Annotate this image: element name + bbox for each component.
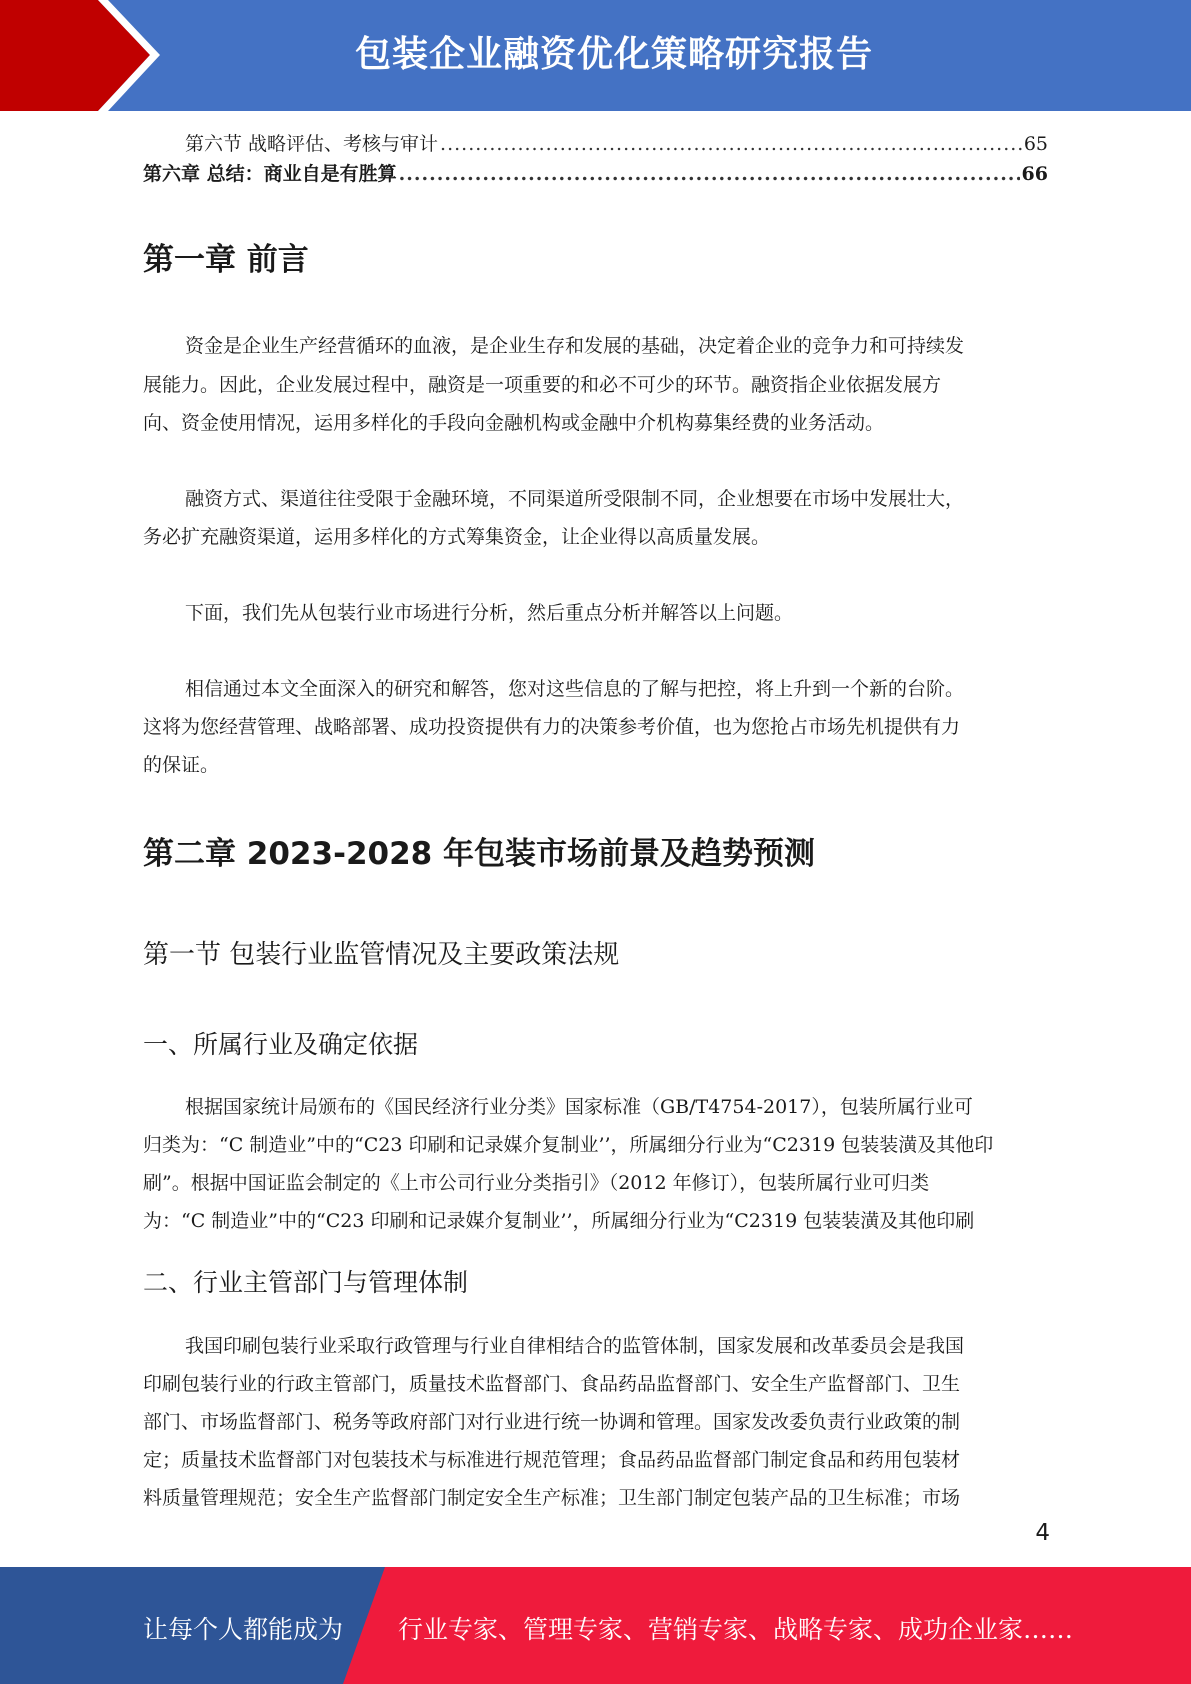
paragraph-line: 向、资金使用情况，运用多样化的手段向金融机构或金融中介机构募集经费的业务活动。 (143, 412, 885, 434)
paragraph-line: 定；质量技术监督部门对包装技术与标准进行规范管理；食品药品监督部门制定食品和药用包装材 (143, 1449, 961, 1471)
paragraph-line: 资金是企业生产经营循环的血液，是企业生存和发展的基础，决定着企业的竞争力和可持续发 (185, 335, 965, 357)
paragraph-line: 根据国家统计局颁布的《国民经济行业分类》国家标准（GB/T4754-2017），包装所属行业可 (185, 1096, 973, 1118)
footer-slogan-right: 行业专家、管理专家、营销专家、战略专家、成功企业家…… (398, 1615, 1074, 1644)
paragraph-line: 的保证。 (143, 754, 220, 776)
paragraph-line: 料质量管理规范；安全生产监督部门制定安全生产标准；卫生部门制定包装产品的卫生标准；市场 (143, 1487, 961, 1509)
paragraph-line: 这将为您经营管理、战略部署、成功投资提供有力的决策参考价值，也为您抢占市场先机提供有力 (143, 716, 961, 738)
paragraph-line: 务必扩充融资渠道，运用多样化的方式筹集资金，让企业得以高质量发展。 (143, 526, 771, 548)
paragraph-line: 刷”。根据中国证监会制定的《上市公司行业分类指引》（2012 年修订），包装所属行业可归类 (143, 1172, 930, 1194)
paragraph-line: 我国印刷包装行业采取行政管理与行业自律相结合的监管体制，国家发展和改革委员会是我国 (185, 1335, 965, 1357)
toc-entry-label: 第六节 战略评估、考核与审计 (185, 133, 439, 155)
footer-slogan-left: 让每个人都能成为 (143, 1615, 344, 1644)
page-number: 4 (1035, 1520, 1050, 1546)
toc-leader-dots (440, 133, 1022, 155)
page-header (0, 0, 1191, 111)
report-title: 包装企业融资优化策略研究报告 (355, 34, 874, 75)
toc-entry[interactable] (185, 129, 1048, 157)
chapter-heading: 第一章 前言 (143, 242, 309, 278)
subsection-heading: 一、所属行业及确定依据 (143, 1030, 419, 1059)
paragraph-line: 融资方式、渠道往往受限于金融环境，不同渠道所受限制不同，企业想要在市场中发展壮大， (185, 488, 965, 510)
paragraph-line: 印刷包装行业的行政主管部门，质量技术监督部门、食品药品监督部门、安全生产监督部门、卫生 (143, 1373, 961, 1395)
toc-entry[interactable] (143, 159, 1048, 187)
paragraph-line: 相信通过本文全面深入的研究和解答，您对这些信息的了解与把控，将上升到一个新的台阶。 (185, 678, 965, 700)
toc-entry-page: 65 (1023, 133, 1048, 155)
paragraph-line: 展能力。因此，企业发展过程中，融资是一项重要的和必不可少的环节。融资指企业依据发展方 (143, 374, 942, 396)
section-heading: 第一节 包装行业监管情况及主要政策法规 (143, 940, 620, 970)
paragraph-line: 部门、市场监督部门、税务等政府部门对行业进行统一协调和管理。国家发改委负责行业政策的制 (143, 1411, 961, 1433)
paragraph-line: 归类为：“C 制造业”中的“C23 印刷和记录媒介复制业’’，所属细分行业为“C2319 包装装潢及其他印 (143, 1134, 994, 1156)
toc-entry-label: 第六章 总结：商业自是有胜算 (143, 163, 397, 185)
subsection-heading: 二、行业主管部门与管理体制 (143, 1268, 469, 1297)
chapter-heading: 第二章 2023-2028 年包装市场前景及趋势预测 (143, 836, 816, 872)
toc-leader-dots (399, 163, 1020, 185)
toc-entry-page: 66 (1021, 163, 1048, 185)
paragraph-line: 为：“C 制造业”中的“C23 印刷和记录媒介复制业’’，所属细分行业为“C2319 包装装潢及其他印刷 (143, 1210, 975, 1232)
paragraph-line: 下面，我们先从包装行业市场进行分析，然后重点分析并解答以上问题。 (185, 602, 794, 624)
page-footer (0, 1567, 1191, 1684)
